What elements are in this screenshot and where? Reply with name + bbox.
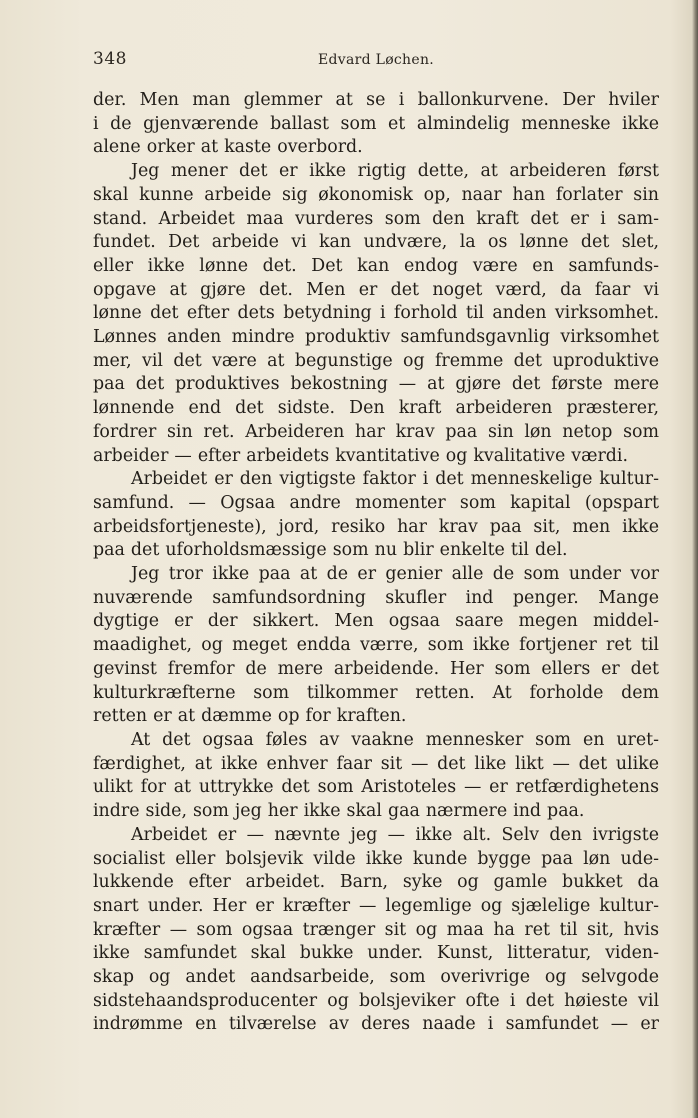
text-line: maadighet, og meget endda værre, som ikke fortjener ret til [93, 635, 659, 656]
text-line: arbeidsfortjeneste), jord, resiko har krav paa sit, men ikke [93, 516, 659, 537]
text-line: eller ikke lønne det. Det kan endog være en samfunds- [93, 255, 659, 276]
text-line: fordrer sin ret. Arbeideren har krav paa sin løn netop som [93, 421, 659, 442]
text-line: At det ogsaa føles av vaakne mennesker som en uret- [131, 729, 659, 750]
text-line: mer, vil det være at begunstige og fremme det uproduktive [93, 350, 659, 371]
running-head: Edvard Løchen. [317, 52, 435, 68]
text-line: stand. Arbeidet maa vurderes som den kraft det er i sam- [93, 208, 659, 229]
text-line: kulturkræfterne som tilkommer retten. At forholde dem [93, 682, 659, 703]
page-edge-shadow [692, 0, 698, 1118]
body-text [93, 89, 659, 1037]
page-header [93, 46, 659, 74]
text-line: socialist eller bolsjevik vilde ikke kunde bygge paa løn ude- [93, 848, 659, 869]
page-number: 348 [93, 49, 127, 69]
text-line: Arbeidet er — nævnte jeg — ikke alt. Selv den ivrigste [131, 824, 659, 845]
text-line: Jeg mener det er ikke rigtig dette, at arbeideren først [131, 161, 659, 182]
text-line: retten er at dæmme op for kraften. [93, 706, 407, 727]
text-line: Arbeidet er den vigtigste faktor i det menneskelige kultur- [131, 469, 659, 490]
text-line: samfund. — Ogsaa andre momenter som kapital (opspart [93, 492, 659, 513]
text-line: indre side, som jeg her ikke skal gaa nærmere ind paa. [93, 801, 585, 822]
text-line: Lønnes anden mindre produktiv samfundsgavnlig virksomhet [93, 327, 659, 348]
text-line: Jeg tror ikke paa at de er genier alle de som under vor [131, 564, 659, 585]
text-line: lønnende end det sidste. Den kraft arbeideren præsterer, [93, 398, 659, 419]
text-line: alene orker at kaste overbord. [93, 137, 363, 158]
text-line: lukkende efter arbeidet. Barn, syke og gamle bukket da [93, 872, 659, 893]
text-line: ulikt for at uttrykke det som Aristoteles — er retfærdighetens [93, 777, 659, 798]
text-line: nuværende samfundsordning skufler ind penger. Mange [93, 587, 659, 608]
text-line: paa det uforholdsmæssige som nu blir enkelte til del. [93, 540, 568, 561]
text-line: kræfter — som ogsaa trænger sit og maa ha ret til sit, hvis [93, 919, 659, 940]
text-line: dygtige er der sikkert. Men ogsaa saare megen middel- [93, 611, 659, 632]
text-line: opgave at gjøre det. Men er det noget værd, da faar vi [93, 279, 659, 300]
text-line: fundet. Det arbeide vi kan undvære, la os lønne det slet, [93, 232, 659, 253]
text-line: snart under. Her er kræfter — legemlige og sjælelige kultur- [93, 895, 659, 916]
text-line: indrømme en tilværelse av deres naade i samfundet — er [93, 1014, 659, 1035]
text-line: sidstehaandsproducenter og bolsjeviker ofte i det høieste vil [93, 990, 659, 1011]
text-line: paa det produktives bekostning — at gjøre det første mere [93, 374, 659, 395]
text-line: færdighet, at ikke enhver faar sit — det like likt — det ulike [93, 753, 659, 774]
text-line: skal kunne arbeide sig økonomisk op, naar han forlater sin [93, 184, 659, 205]
text-line: lønne det efter dets betydning i forhold til anden virksomhet. [93, 303, 659, 324]
text-line: gevinst fremfor de mere arbeidende. Her som ellers er det [93, 658, 659, 679]
text-line: skap og andet aandsarbeide, som overivrige og selvgode [93, 967, 659, 988]
text-line: ikke samfundet skal bukke under. Kunst, litteratur, viden- [93, 943, 659, 964]
text-line: der. Men man glemmer at se i ballonkurvene. Der hviler [93, 90, 659, 110]
text-line: i de gjenværende ballast som et almindelig menneske ikke [93, 113, 659, 134]
text-line: arbeider — efter arbeidets kvantitative og kvalitative værdi. [93, 445, 629, 466]
